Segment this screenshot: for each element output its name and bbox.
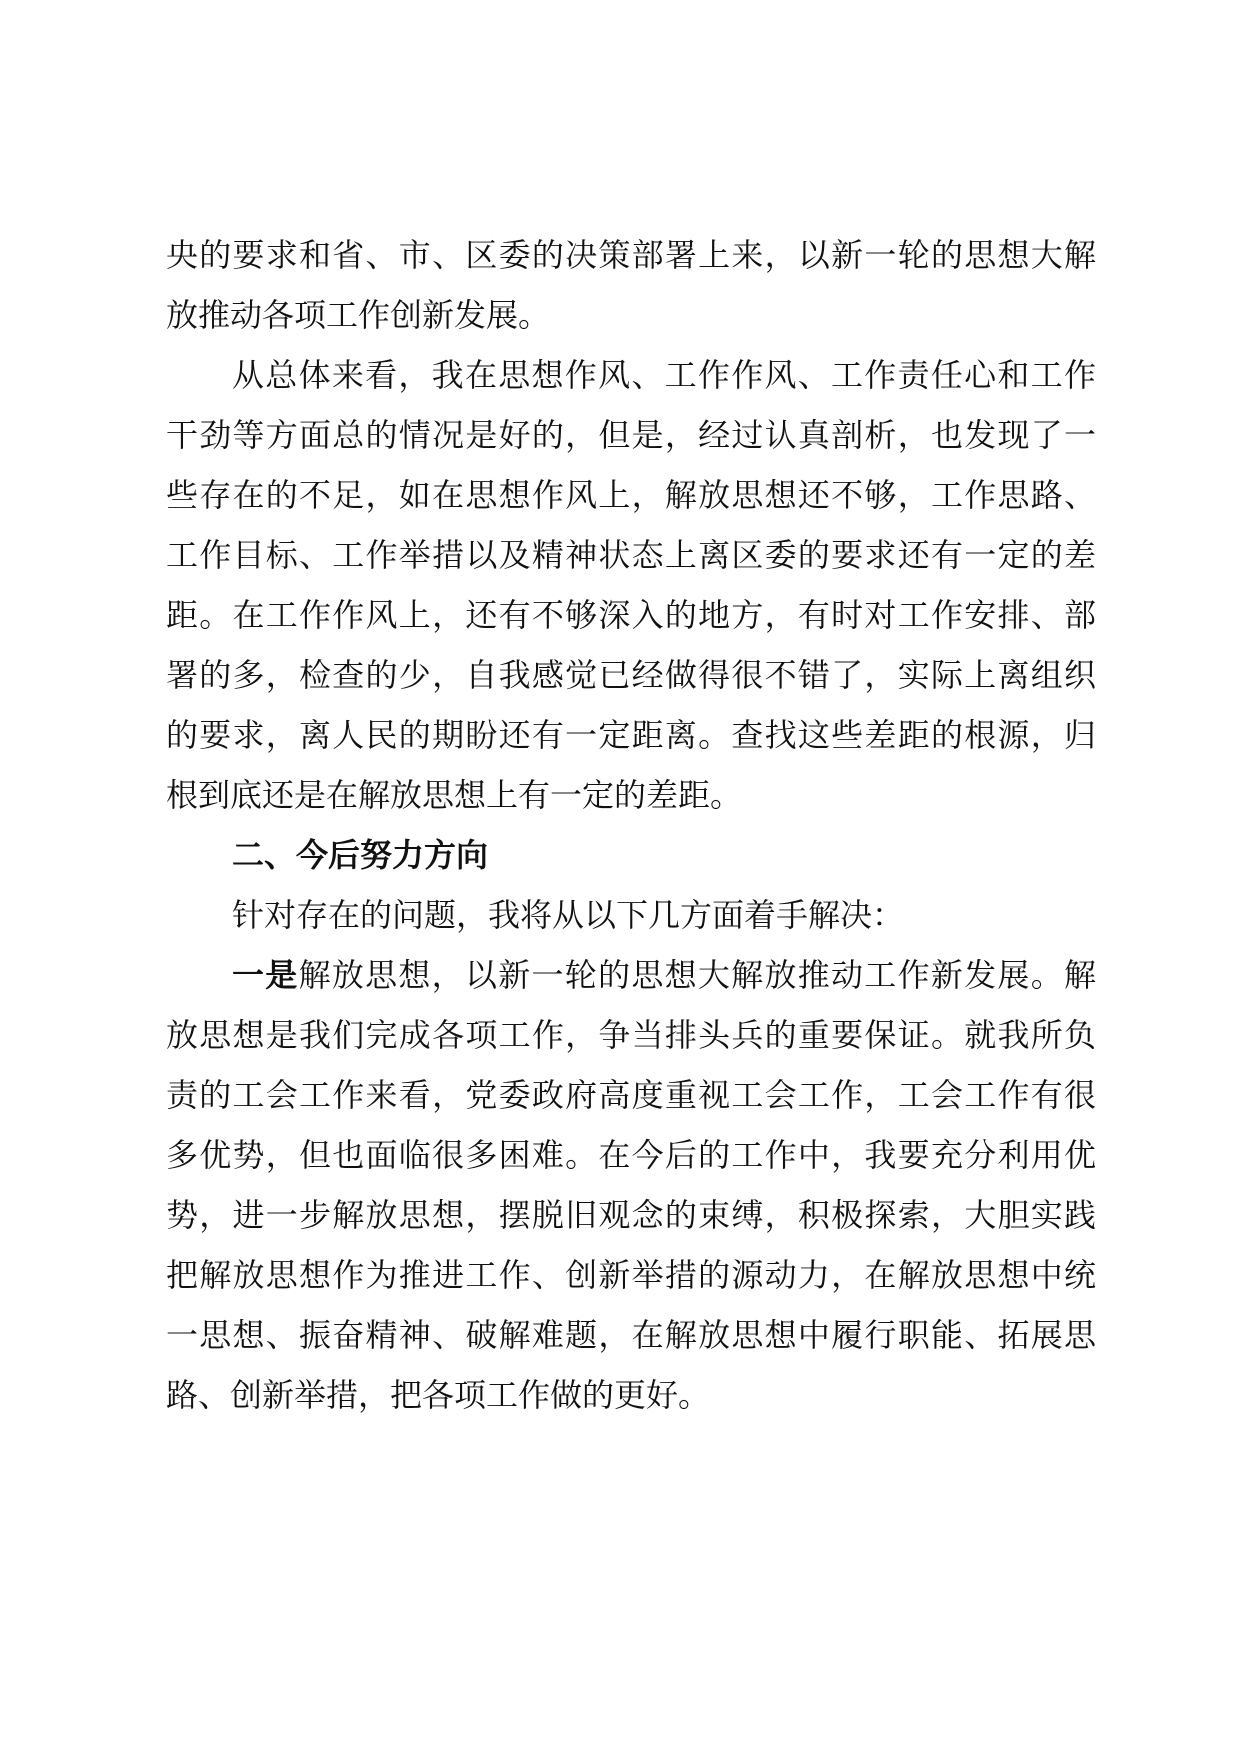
text-line: 些存在的不足，如在思想作风上，解放思想还不够，工作思路、: [166, 476, 1096, 514]
paragraph-first-line: [232, 955, 1096, 995]
text-line: 工作目标、工作举措以及精神状态上离区委的要求还有一定的差: [166, 536, 1096, 574]
text-line: 央的要求和省、市、区委的决策部署上来，以新一轮的思想大解: [166, 236, 1096, 274]
paragraph-first-line: 针对存在的问题，我将从以下几方面着手解决：: [232, 896, 905, 934]
section-heading: 二、今后努力方向: [232, 836, 489, 874]
text-line: 一思想、振奋精神、破解难题，在解放思想中履行职能、拓展思: [166, 1316, 1096, 1354]
text-line: 多优势，但也面临很多困难。在今后的工作中，我要充分利用优: [166, 1136, 1096, 1174]
text-line: 势，进一步解放思想，摆脱旧观念的束缚，积极探索，大胆实践: [166, 1196, 1096, 1234]
text-line: 距。在工作作风上，还有不够深入的地方，有时对工作安排、部: [166, 596, 1096, 634]
text-line: 把解放思想作为推进工作、创新举措的源动力，在解放思想中统: [166, 1256, 1096, 1294]
paragraph-first-line: 从总体来看，我在思想作风、工作作风、工作责任心和工作: [232, 356, 1096, 394]
bold-lead-text: 一是: [232, 956, 299, 994]
text-line: 的要求，离人民的期盼还有一定距离。查找这些差距的根源，归: [166, 716, 1096, 754]
text-line: 放推动各项工作创新发展。: [166, 296, 551, 334]
text-span: 解放思想，以新一轮的思想大解放推动工作新发展。解: [298, 956, 1096, 994]
text-line: 署的多，检查的少，自我感觉已经做得很不错了，实际上离组织: [166, 656, 1096, 694]
text-line: 路、创新举措，把各项工作做的更好。: [166, 1376, 711, 1414]
text-line: 干劲等方面总的情况是好的，但是，经过认真剖析，也发现了一: [166, 416, 1096, 454]
text-line: 放思想是我们完成各项工作，争当排头兵的重要保证。就我所负: [166, 1016, 1096, 1054]
text-line: 责的工会工作来看，党委政府高度重视工会工作，工会工作有很: [166, 1076, 1096, 1114]
text-line: 根到底还是在解放思想上有一定的差距。: [166, 776, 743, 814]
